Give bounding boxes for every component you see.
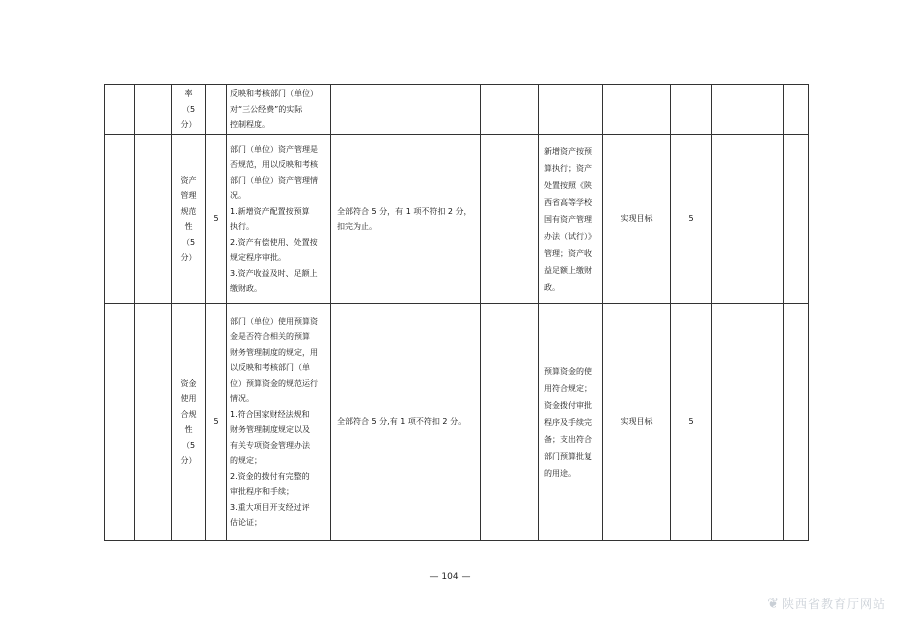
- standard-cell: [331, 85, 481, 135]
- target-cell: 实现目标: [603, 135, 671, 304]
- target-cell: 实现目标: [603, 304, 671, 541]
- performance-cell: 预算资金的使 用符合规定； 资金拨付审批 程序及手续完 备；支出符合 部门预算批复 的用途。: [539, 304, 603, 541]
- table-row: [105, 85, 809, 135]
- performance-cell: [539, 85, 603, 135]
- empty-cell: [135, 135, 172, 304]
- table-row: [105, 135, 809, 304]
- weight-cell: 5: [206, 135, 227, 304]
- indicator-cell: 资金 使用 合规 性 （5 分）: [172, 304, 206, 541]
- indicator-cell: 资产 管理 规范 性 （5 分）: [172, 135, 206, 304]
- empty-cell: [712, 304, 784, 541]
- empty-cell: [481, 85, 539, 135]
- target-cell: [603, 85, 671, 135]
- table-row: [105, 304, 809, 541]
- evaluation-table: [104, 84, 809, 541]
- empty-cell: [784, 85, 809, 135]
- leaf-icon: ❦: [767, 596, 780, 612]
- site-watermark: [767, 595, 886, 612]
- empty-cell: [105, 304, 135, 541]
- empty-cell: [481, 304, 539, 541]
- empty-cell: [105, 135, 135, 304]
- empty-cell: [712, 135, 784, 304]
- weight-cell: [206, 85, 227, 135]
- score-cell: [671, 85, 712, 135]
- score-cell: 5: [671, 135, 712, 304]
- watermark-text: 陕西省教育厅网站: [781, 597, 886, 611]
- empty-cell: [105, 85, 135, 135]
- empty-cell: [481, 135, 539, 304]
- standard-cell: 全部符合 5 分,有 1 项不符扣 2 分。: [331, 304, 481, 541]
- indicator-cell: 率 （5 分）: [172, 85, 206, 135]
- empty-cell: [784, 135, 809, 304]
- page-number: — 104 —: [429, 572, 471, 582]
- empty-cell: [712, 85, 784, 135]
- score-cell: 5: [671, 304, 712, 541]
- weight-cell: 5: [206, 304, 227, 541]
- standard-cell: 全部符合 5 分，有 1 项不符扣 2 分， 扣完为止。: [331, 135, 481, 304]
- empty-cell: [784, 304, 809, 541]
- description-cell: 部门（单位）使用预算资 金是否符合相关的预算 财务管理制度的规定，用 以反映和考核部门（单 位）预算资金的规范运行 情况。 1.符合国家财经法规和 财务管理制度规定以及 有关专项资金管理办法 的规定； 2.资金的拨付有完整的 审批程序和手续； 3.重大项目开支经过评 估论证；: [227, 304, 331, 541]
- performance-cell: 新增资产按预 算执行；资产 处置按照《陕 西省高等学校 国有资产管理 办法（试行）》 管理；资产收 益足额上缴财 政。: [539, 135, 603, 304]
- empty-cell: [135, 304, 172, 541]
- empty-cell: [135, 85, 172, 135]
- description-cell: 反映和考核部门（单位） 对“三公经费”的实际 控制程度。: [227, 85, 331, 135]
- description-cell: 部门（单位）资产管理是 否规范，用以反映和考核 部门（单位）资产管理情 况。 1.新增资产配置按预算 执行。 2.资产有偿使用、处置按 规定程序审批。 3.资产收益及时、足额上 缴财政。: [227, 135, 331, 304]
